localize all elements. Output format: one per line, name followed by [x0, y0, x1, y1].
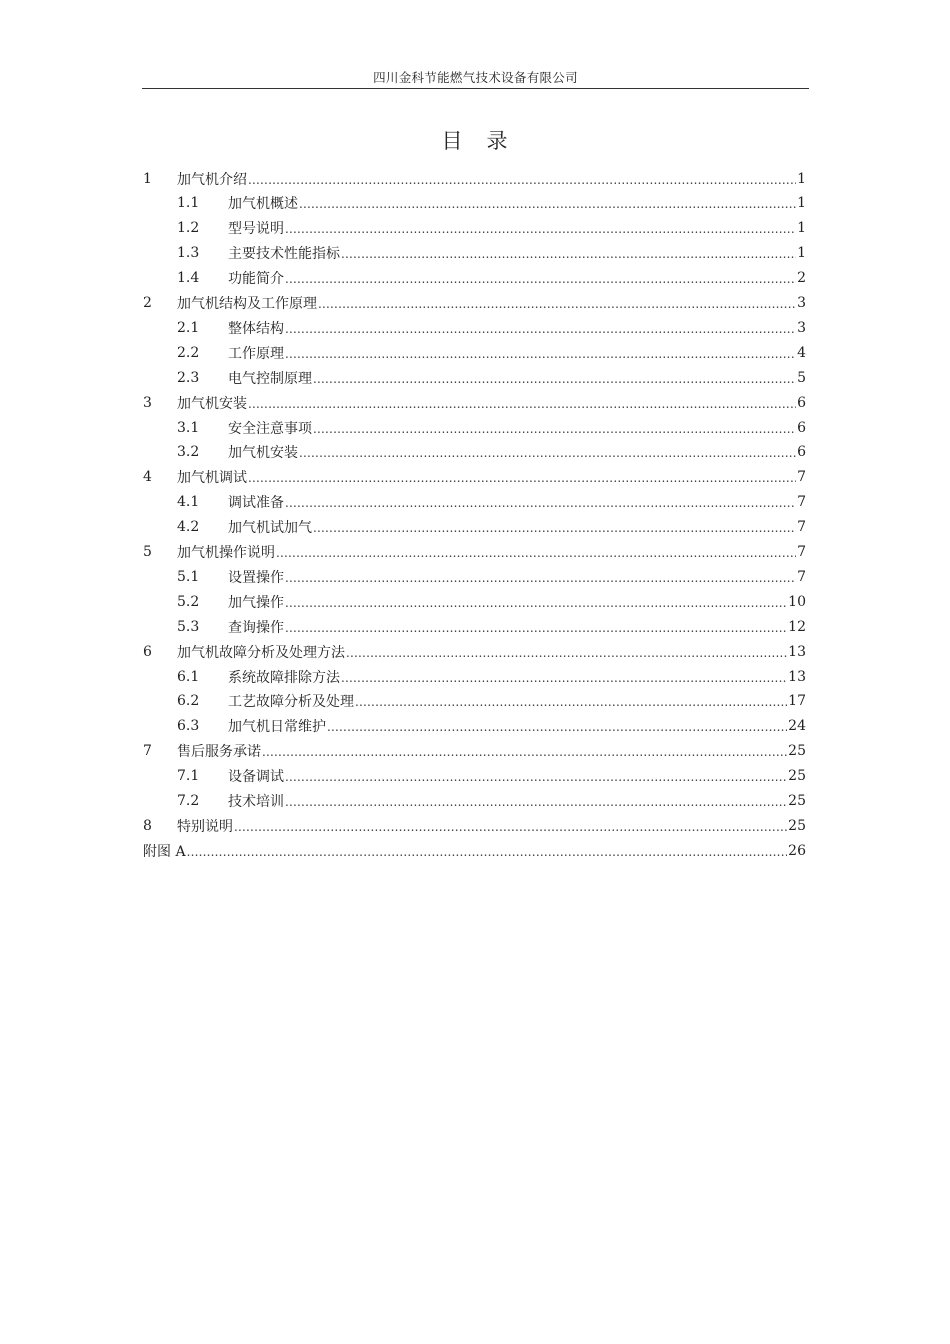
toc-entry[interactable]	[143, 166, 806, 191]
toc-entry-number: 6.3	[177, 718, 200, 735]
toc-entry[interactable]	[143, 838, 806, 863]
toc-entry[interactable]	[143, 241, 806, 266]
toc-entry[interactable]	[143, 465, 806, 490]
toc-entry[interactable]	[143, 764, 806, 789]
toc-entry-title: 加气机故障分析及处理方法	[177, 644, 345, 661]
toc-entry-title: 加气机安装	[228, 445, 298, 462]
toc-entry-number: 1	[143, 170, 152, 187]
toc-entry[interactable]	[143, 191, 806, 216]
toc-leader-dots	[285, 620, 787, 634]
toc-entry-page: 13	[788, 668, 806, 685]
toc-entry-title: 加气机概述	[228, 196, 298, 213]
toc-entry-title: 加气机操作说明	[177, 545, 275, 561]
toc-entry-title: 安全注意事项	[228, 420, 312, 437]
toc-entry-title: 整体结构	[228, 320, 284, 337]
toc-leader-dots	[341, 670, 787, 684]
toc-entry-title: 加气机调试	[177, 470, 247, 487]
toc-leader-dots	[313, 421, 796, 435]
toc-entry-title: 主要技术性能指标	[228, 246, 340, 263]
toc-entry[interactable]	[143, 515, 806, 540]
toc-leader-dots	[248, 396, 796, 410]
toc-leader-dots	[285, 221, 796, 235]
toc-entry-page: 3	[797, 295, 806, 311]
toc-leader-dots	[285, 321, 796, 335]
toc-entry-number: 7	[143, 743, 152, 760]
toc-entry-page: 17	[788, 693, 806, 710]
toc-entry-page: 7	[797, 469, 806, 486]
toc-entry-title: 设备调试	[228, 769, 284, 786]
toc-entry-number: 8	[143, 817, 152, 834]
toc-entry-title: 加气机安装	[177, 395, 247, 412]
toc-entry[interactable]	[143, 639, 806, 664]
toc-entry-number: 5	[143, 544, 152, 560]
toc-entry-number: 1.2	[177, 220, 200, 237]
toc-entry-number: 1.4	[177, 270, 200, 287]
toc-entry-number: 5.2	[177, 593, 200, 610]
toc-entry-page: 1	[797, 245, 806, 262]
toc-entry-title: 型号说明	[228, 221, 284, 238]
toc-entry[interactable]	[143, 365, 806, 390]
toc-leader-dots	[346, 645, 787, 659]
toc-entry-page: 2	[797, 270, 806, 287]
toc-leader-dots	[276, 545, 796, 559]
toc-entry-page: 3	[797, 319, 806, 336]
toc-entry[interactable]	[143, 266, 806, 291]
toc-entry-number: 5.1	[177, 568, 200, 585]
toc-leader-dots	[234, 819, 787, 833]
toc-title-part1: 目	[441, 129, 465, 153]
toc-entry-page: 7	[797, 568, 806, 585]
toc-entry-page: 1	[797, 195, 806, 212]
toc-leader-dots	[313, 371, 796, 385]
toc-entry-title: 调试准备	[228, 495, 284, 512]
toc-leader-dots	[285, 769, 787, 783]
toc-entry[interactable]	[143, 614, 806, 639]
toc-entry-page: 26	[788, 842, 806, 859]
toc-leader-dots	[248, 172, 796, 186]
toc-entry-number: 6.2	[177, 693, 200, 710]
toc-leader-dots	[318, 296, 796, 310]
toc-entry-page: 10	[788, 593, 806, 610]
toc-entry[interactable]	[143, 440, 806, 465]
toc-leader-dots	[285, 794, 787, 808]
toc-entry[interactable]	[143, 789, 806, 814]
toc-entry[interactable]	[143, 291, 806, 316]
toc-entry-title: 设置操作	[228, 569, 284, 586]
toc-entry-page: 1	[797, 220, 806, 237]
toc-entry[interactable]	[143, 739, 806, 764]
toc-leader-dots	[285, 495, 796, 509]
toc-entry-number: 7.1	[177, 768, 200, 785]
toc-entry[interactable]	[143, 390, 806, 415]
toc-entry-page: 7	[797, 544, 806, 560]
toc-entry[interactable]	[143, 714, 806, 739]
toc-entry-page: 25	[788, 793, 806, 809]
toc-entry-page: 25	[788, 817, 806, 834]
toc-title-part2: 录	[486, 129, 510, 153]
toc-leader-dots	[187, 844, 788, 858]
toc-leader-dots	[355, 694, 787, 708]
toc-leader-dots	[327, 719, 787, 733]
toc-entry-page: 24	[788, 718, 806, 735]
toc-entry-number: 3.1	[177, 419, 200, 436]
toc-entry-title: 系统故障排除方法	[228, 669, 340, 686]
toc-entry-title: 电气控制原理	[228, 370, 312, 387]
toc-entry-number: 1.1	[177, 195, 200, 212]
toc-entry-page: 4	[797, 344, 806, 361]
toc-entry[interactable]	[143, 589, 806, 614]
toc-entry-number: 2.3	[177, 369, 200, 386]
toc-entry-page: 6	[797, 419, 806, 436]
toc-entry-number: 2	[143, 295, 152, 311]
toc-entry-number: 3	[143, 394, 152, 411]
toc-entry-title: 售后服务承诺	[177, 744, 261, 761]
toc-entry[interactable]	[143, 340, 806, 365]
toc-entry-title: 工作原理	[228, 345, 284, 362]
toc-entry[interactable]	[143, 490, 806, 515]
page-header	[142, 66, 809, 89]
toc-entry[interactable]	[143, 216, 806, 241]
toc-entry-title: 加气机结构及工作原理	[177, 296, 317, 312]
toc-entry-number: 2.2	[177, 344, 200, 361]
toc-leader-dots	[285, 595, 787, 609]
toc-title	[142, 125, 809, 155]
toc-leader-dots	[299, 196, 796, 210]
toc-leader-dots	[299, 445, 796, 459]
toc-entry-page: 25	[788, 743, 806, 760]
toc-entry-page: 5	[797, 369, 806, 386]
toc-entry-number: 6.1	[177, 668, 200, 685]
toc-entry-number: 7.2	[177, 793, 200, 809]
toc-entry[interactable]	[143, 415, 806, 440]
toc-entry-number: 4.1	[177, 494, 200, 511]
toc-entry-number: 3.2	[177, 444, 200, 461]
toc-leader-dots	[313, 520, 796, 534]
toc-leader-dots	[248, 470, 796, 484]
toc-entry-number: 6	[143, 643, 152, 660]
toc-entry[interactable]	[143, 540, 806, 565]
toc-leader-dots	[341, 246, 796, 260]
company-name: 四川金科节能燃气技术设备有限公司	[373, 70, 578, 85]
toc-entry-page: 1	[797, 170, 806, 187]
toc-entry-page: 6	[797, 444, 806, 461]
toc-entry-title: 加气机介绍	[177, 171, 247, 188]
toc-entry-number: 1.3	[177, 245, 200, 262]
toc-entry-title: 功能简介	[228, 271, 284, 288]
toc-entry-number: 2.1	[177, 319, 200, 336]
toc-entry-page: 25	[788, 768, 806, 785]
toc-entry-title: 技术培训	[228, 794, 284, 810]
toc-entry[interactable]	[143, 564, 806, 589]
toc-entry-number: 4.2	[177, 519, 200, 536]
toc-entry-page: 7	[797, 494, 806, 511]
toc-entry-title: 加气机日常维护	[228, 719, 326, 736]
toc-leader-dots	[285, 570, 796, 584]
toc-entry[interactable]	[143, 664, 806, 689]
toc-leader-dots	[285, 346, 796, 360]
toc-entry[interactable]	[143, 689, 806, 714]
toc-entry-title: 加气机试加气	[228, 520, 312, 537]
toc-entry-page: 7	[797, 519, 806, 536]
toc-entry-page: 6	[797, 394, 806, 411]
toc-entry-title: 工艺故障分析及处理	[228, 694, 354, 711]
toc-entry[interactable]	[143, 315, 806, 340]
toc-entry-page: 13	[788, 643, 806, 660]
toc-entry-number: 4	[143, 469, 152, 486]
toc-entry-page: 12	[788, 618, 806, 635]
toc-entry[interactable]	[143, 813, 806, 838]
toc-leader-dots	[262, 744, 787, 758]
toc-entry-title: 加气操作	[228, 594, 284, 611]
toc-entry-title: 附图 A	[143, 843, 186, 860]
toc-leader-dots	[285, 271, 796, 285]
toc-entry-title: 查询操作	[228, 619, 284, 636]
toc-entry-number: 5.3	[177, 618, 200, 635]
toc-entry-title: 特别说明	[177, 818, 233, 835]
